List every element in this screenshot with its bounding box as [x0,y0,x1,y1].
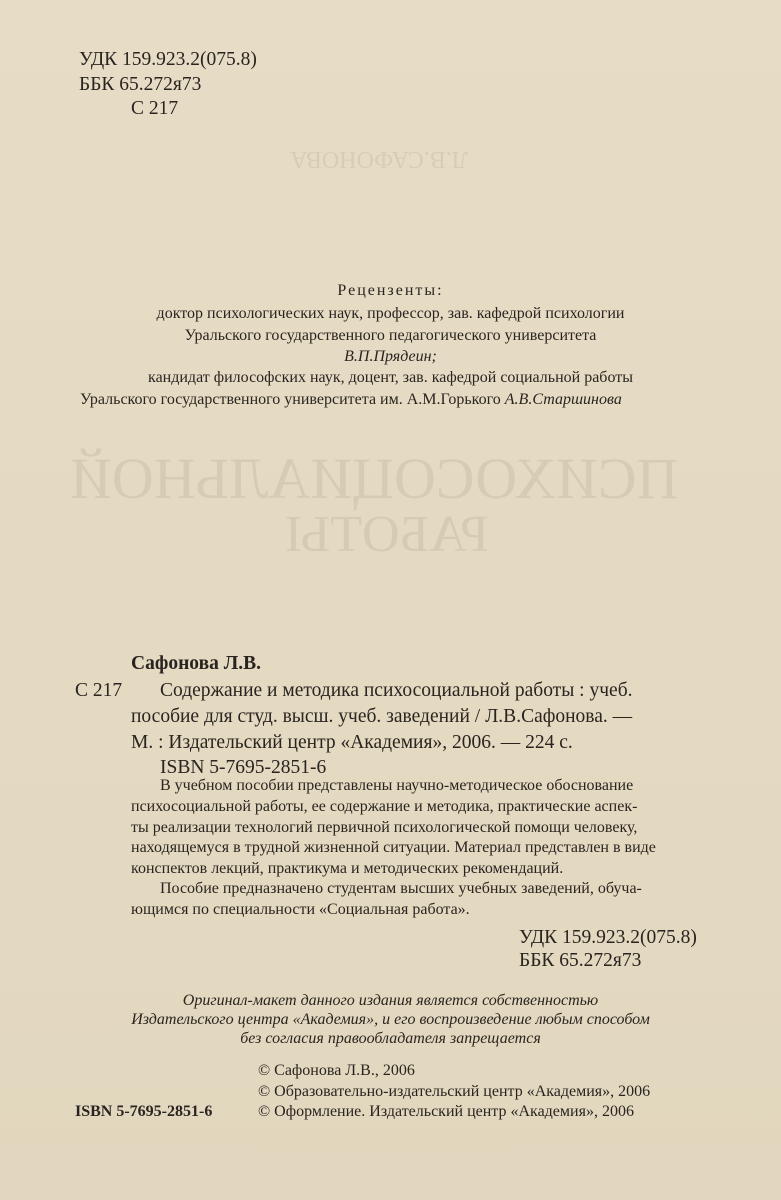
bleed-through-title: ПСИХОСОЦИАЛЬНОЙ [70,446,679,511]
udk-bottom: УДК 159.923.2(075.8) [519,927,697,948]
annotation-line-2: психосоциальной работы, ее содержание и методика, практические аспек- [131,798,638,815]
record-title-line-2: пособие для студ. высш. учеб. заведений / Л.В.Сафонова. — [131,706,633,727]
reviewer-2-line-1: кандидат философских наук, доцент, зав. кафедрой социальной работы [148,369,633,386]
reviewer-1-name: В.П.Прядеин; [344,348,437,365]
udk-top: УДК 159.923.2(075.8) [79,49,257,70]
annotation-line-4: находящемуся в трудной жизненной ситуации. Материал представлен в виде [131,839,656,856]
record-imprint: М. : Издательский центр «Академия», 2006. — 224 с. [131,732,573,753]
copyright-notice-line-1: Оригинал-макет данного издания является собственностью [182,992,599,1009]
record-title-line-1: Содержание и методика психосоциальной работы : учеб. [160,680,633,701]
annotation-line-5: конспектов лекций, практикума и методических рекомендаций. [131,860,564,877]
copyright-author: © Сафонова Л.В., 2006 [258,1062,415,1079]
reviewer-1-line-2: Уральского государственного педагогического университета [184,327,597,344]
bbk-top: ББК 65.272я73 [79,74,202,95]
copyright-notice-line-3: без согласия правообладателя запрещается [240,1030,541,1047]
record-isbn: ISBN 5-7695-2851-6 [160,757,327,778]
reviewer-1-line-1: доктор психологических наук, профессор, зав. кафедрой психологии [156,305,625,322]
bleed-through-subtitle: РАБОТЫ [285,506,489,563]
reviewer-2-name: А.В.Старшинова [504,391,622,408]
bleed-through-author: Л.В.САФОНОВА [290,146,468,172]
reviewers-heading: Рецензенты: [337,282,444,299]
record-author-mark: С 217 [75,680,123,701]
annotation-line-7: ющимся по специальности «Социальная работа». [131,901,470,918]
copyright-notice-line-2: Издательского центра «Академия», и его воспроизведение любым способом [131,1011,650,1028]
copyright-publisher: © Образовательно-издательский центр «Академия», 2006 [258,1083,651,1100]
annotation-line-1: В учебном пособии представлены научно-методическое обоснование [160,777,634,794]
isbn-bottom: ISBN 5-7695-2851-6 [75,1103,213,1120]
copyright-design: © Оформление. Издательский центр «Академия», 2006 [258,1103,634,1120]
author-mark-top: С 217 [131,98,179,119]
reviewer-2-line-2 [80,392,622,408]
annotation-line-3: ты реализации технологий первичной психологической помощи человеку, [131,819,638,836]
annotation-line-6: Пособие предназначено студентам высших учебных заведений, обуча- [160,880,642,897]
record-author: Сафонова Л.В. [131,653,262,674]
reviewer-2-affiliation: Уральского государственного университета им. А.М.Горького [80,391,501,408]
bbk-bottom: ББК 65.272я73 [519,950,642,971]
